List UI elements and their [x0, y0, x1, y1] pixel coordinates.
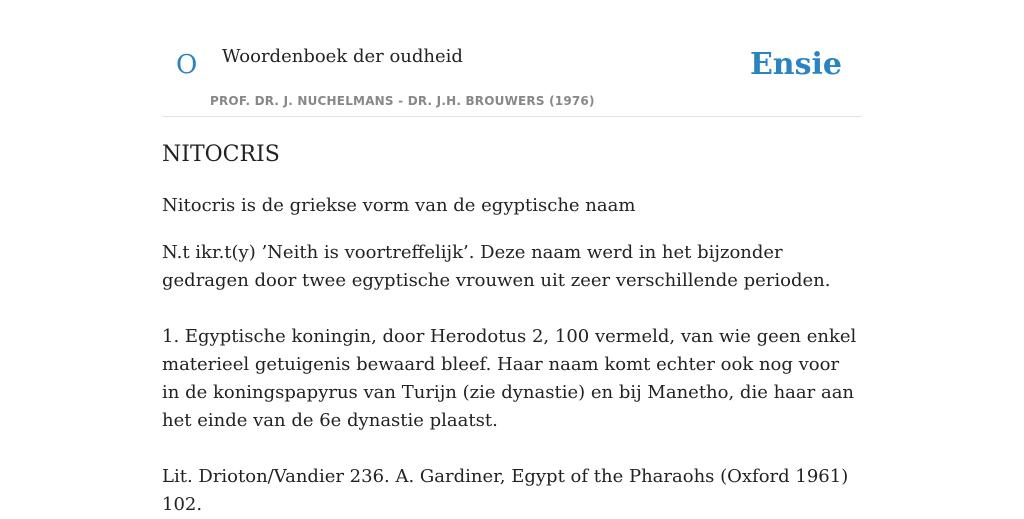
entry-paragraph: 1. Egyptische koningin, door Herodotus 2, 100 vermeld, van wie geen enkel materieel getuigenis bewaard bleef. Haar naam komt echter ook nog voor in de koningspapyrus van Turijn (zie dynastie) en bij Manetho, die haar aan het einde van de 6e dynastie plaatst. — [162, 326, 857, 432]
entry-paragraph: N.t ikr.t(y) ’Neith is voortreffelijk’. Deze naam werd in het bijzonder gedragen door twee egyptische vrouwen uit zeer verschillende perioden. — [162, 242, 831, 292]
page-container — [162, 0, 862, 519]
ensie-logo-link[interactable]: Ensie — [749, 47, 842, 82]
page-header — [162, 0, 862, 117]
entry-headword: NITOCRIS — [162, 142, 280, 167]
letter-index-link[interactable]: O — [176, 50, 198, 80]
entry-literature: Lit. Drioton/Vandier 236. A. Gardiner, Egypt of the Pharaohs (Oxford 1961) 102. — [162, 466, 849, 516]
book-authors: PROF. DR. J. NUCHELMANS - DR. J.H. BROUWERS (1976) — [210, 94, 595, 108]
entry-paragraph: Nitocris is de griekse vorm van de egyptische naam — [162, 195, 636, 217]
book-title: Woordenboek der oudheid — [222, 46, 463, 67]
entry-body — [162, 192, 862, 519]
